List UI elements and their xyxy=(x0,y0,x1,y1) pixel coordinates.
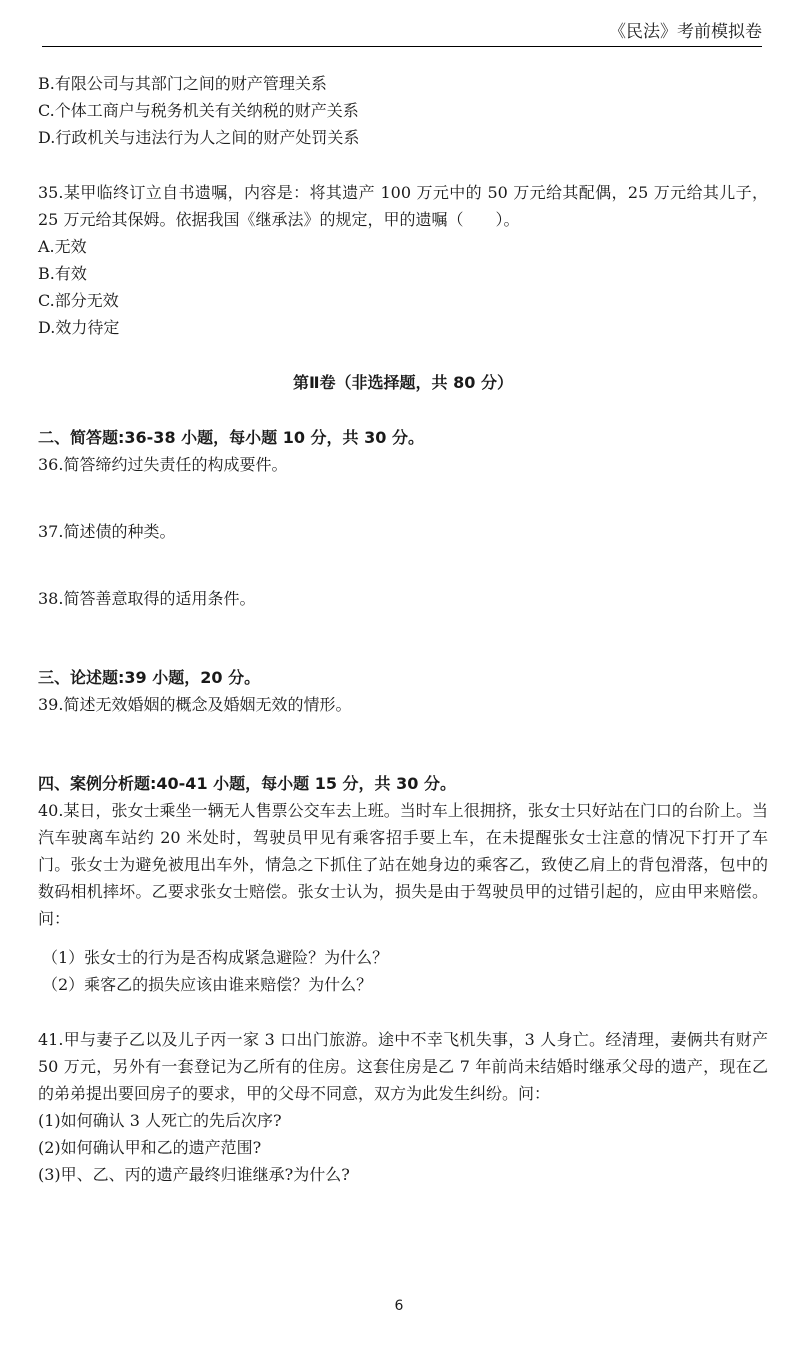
page-header xyxy=(42,18,762,47)
page-number: 6 xyxy=(394,1298,404,1314)
q41-sub1: (1)如何确认 3 人死亡的先后次序? xyxy=(38,1111,282,1130)
document-body xyxy=(38,70,768,1188)
q41-sub2: (2)如何确认甲和乙的遗产范围? xyxy=(38,1138,262,1157)
q34-option-b: B.有限公司与其部门之间的财产管理关系 xyxy=(38,74,327,93)
page-footer xyxy=(0,1298,798,1314)
q34-option-d: D.行政机关与违法行为人之间的财产处罚关系 xyxy=(38,128,360,147)
q41-sub3: (3)甲、乙、丙的遗产最终归谁继承?为什么? xyxy=(38,1165,350,1184)
q37: 37.简述债的种类。 xyxy=(38,522,176,541)
q36: 36.简答缔约过失责任的构成要件。 xyxy=(38,455,288,474)
header-title: 《民法》考前模拟卷 xyxy=(609,22,762,42)
q35-option-d: D.效力待定 xyxy=(38,318,120,337)
q40-stem: 40.某日，张女士乘坐一辆无人售票公交车去上班。当时车上很拥挤，张女士只好站在门口的台阶上。当汽车驶离车站约 20 米处时，驾驶员甲见有乘客招手要上车，在未提醒张女士注意的情况下打开了车门。张女士为避免被甩出车外，情急之下抓住了站在她身边的乘客乙，致使乙肩上的背包滑落，包中的数码相机摔坏。乙要求张女士赔偿。张女士认为，损失是由于驾驶员甲的过错引起的，应由甲来赔偿。问： xyxy=(38,801,768,928)
q34-option-c: C.个体工商户与税务机关有关纳税的财产关系 xyxy=(38,101,359,120)
q38: 38.简答善意取得的适用条件。 xyxy=(38,589,256,608)
q35-option-b: B.有效 xyxy=(38,264,87,283)
q41-stem: 41.甲与妻子乙以及儿子丙一家 3 口出门旅游。途中不幸飞机失事，3 人身亡。经清理，妻俩共有财产 50 万元，另外有一套登记为乙所有的住房。这套住房是乙 7 年前尚未结婚时继承父母的遗产，现在乙的弟弟提出要回房子的要求，甲的父母不同意，双方为此发生纠纷。问： xyxy=(38,1030,768,1103)
section4-title: 四、案例分析题:40-41 小题，每小题 15 分，共 30 分。 xyxy=(38,774,456,793)
q40-sub1: （1）张女士的行为是否构成紧急避险？为什么？ xyxy=(42,948,389,967)
section2-title: 二、简答题:36-38 小题，每小题 10 分，共 30 分。 xyxy=(38,428,424,447)
part2-title: 第Ⅱ卷（非选择题，共 80 分） xyxy=(293,373,513,392)
q35-stem: 35.某甲临终订立自书遗嘱，内容是：将其遗产 100 万元中的 50 万元给其配偶，25 万元给其儿子，25 万元给其保姆。依据我国《继承法》的规定，甲的遗嘱（ ）。 xyxy=(38,183,768,229)
q39: 39.简述无效婚姻的概念及婚姻无效的情形。 xyxy=(38,695,352,714)
q40-sub2: （2）乘客乙的损失应该由谁来赔偿？为什么？ xyxy=(42,975,373,994)
q35-option-a: A.无效 xyxy=(38,237,87,256)
q35-option-c: C.部分无效 xyxy=(38,291,119,310)
section3-title: 三、论述题:39 小题，20 分。 xyxy=(38,668,261,687)
